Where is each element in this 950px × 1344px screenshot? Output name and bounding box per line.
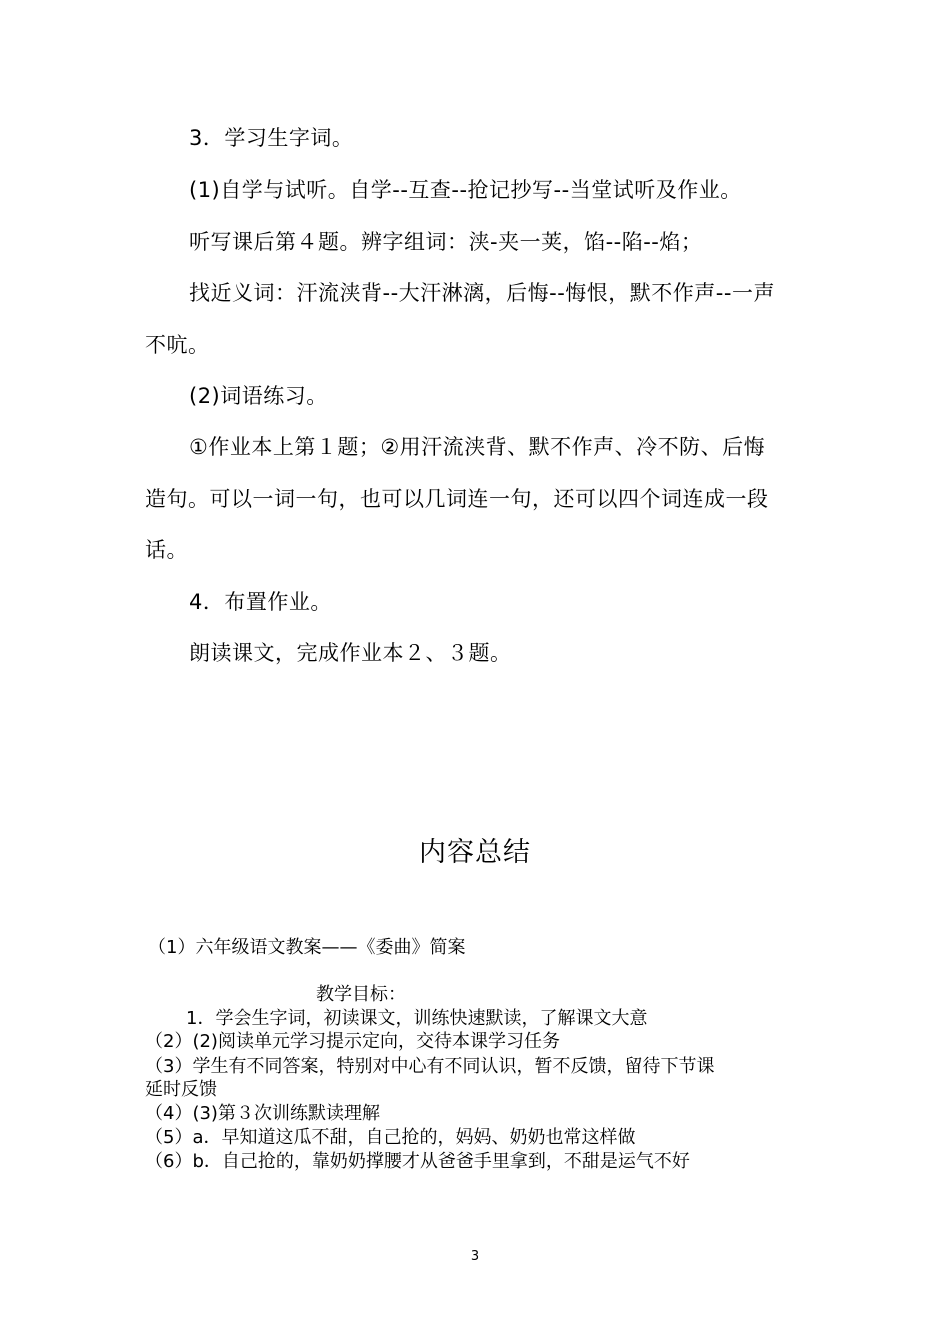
body-paragraph: 朗读课文，完成作业本２、３题。 (189, 641, 512, 665)
summary-line: （2）(2)阅读单元学习提示定向，交待本课学习任务 (145, 1031, 560, 1052)
page-number: 3 (470, 1249, 480, 1264)
summary-line: 教学目标： (316, 984, 406, 1005)
body-paragraph: 不吭。 (145, 333, 210, 357)
body-paragraph: 听写课后第４题。辨字组词：浃-夹一荚，馅--陷--焰； (189, 230, 703, 254)
body-paragraph: 造句。可以一词一句，也可以几词连一句，还可以四个词连成一段 (145, 487, 769, 511)
body-paragraph: 4．布置作业。 (189, 590, 332, 614)
summary-line: （1）六年级语文教案——《委曲》简案 (148, 937, 466, 958)
summary-line: （4）(3)第３次训练默读理解 (145, 1103, 380, 1124)
body-paragraph: 找近义词：汗流浃背--大汗淋漓，后悔--悔恨，默不作声--一声 (189, 281, 775, 305)
summary-line: （6）b．自己抢的，靠奶奶撑腰才从爸爸手里拿到，不甜是运气不好 (145, 1151, 690, 1172)
summary-line: （3）学生有不同答案，特别对中心有不同认识，暂不反馈，留待下节课 (145, 1056, 715, 1077)
summary-title: 内容总结 (419, 837, 531, 868)
body-paragraph: 话。 (145, 538, 188, 562)
summary-line: （5）a．早知道这瓜不甜，自己抢的，妈妈、奶奶也常这样做 (145, 1127, 636, 1148)
body-paragraph: ①作业本上第１题；②用汗流浃背、默不作声、冷不防、后悔 (189, 435, 766, 459)
body-paragraph: 3．学习生字词。 (189, 126, 354, 150)
body-paragraph: (1)自学与试听。自学--互查--抢记抄写--当堂试听及作业。 (189, 178, 742, 202)
summary-line: 延时反馈 (145, 1079, 217, 1100)
body-paragraph: (2)词语练习。 (189, 384, 328, 408)
summary-line: 1．学会生字词，初读课文，训练快速默读，了解课文大意 (186, 1008, 648, 1029)
